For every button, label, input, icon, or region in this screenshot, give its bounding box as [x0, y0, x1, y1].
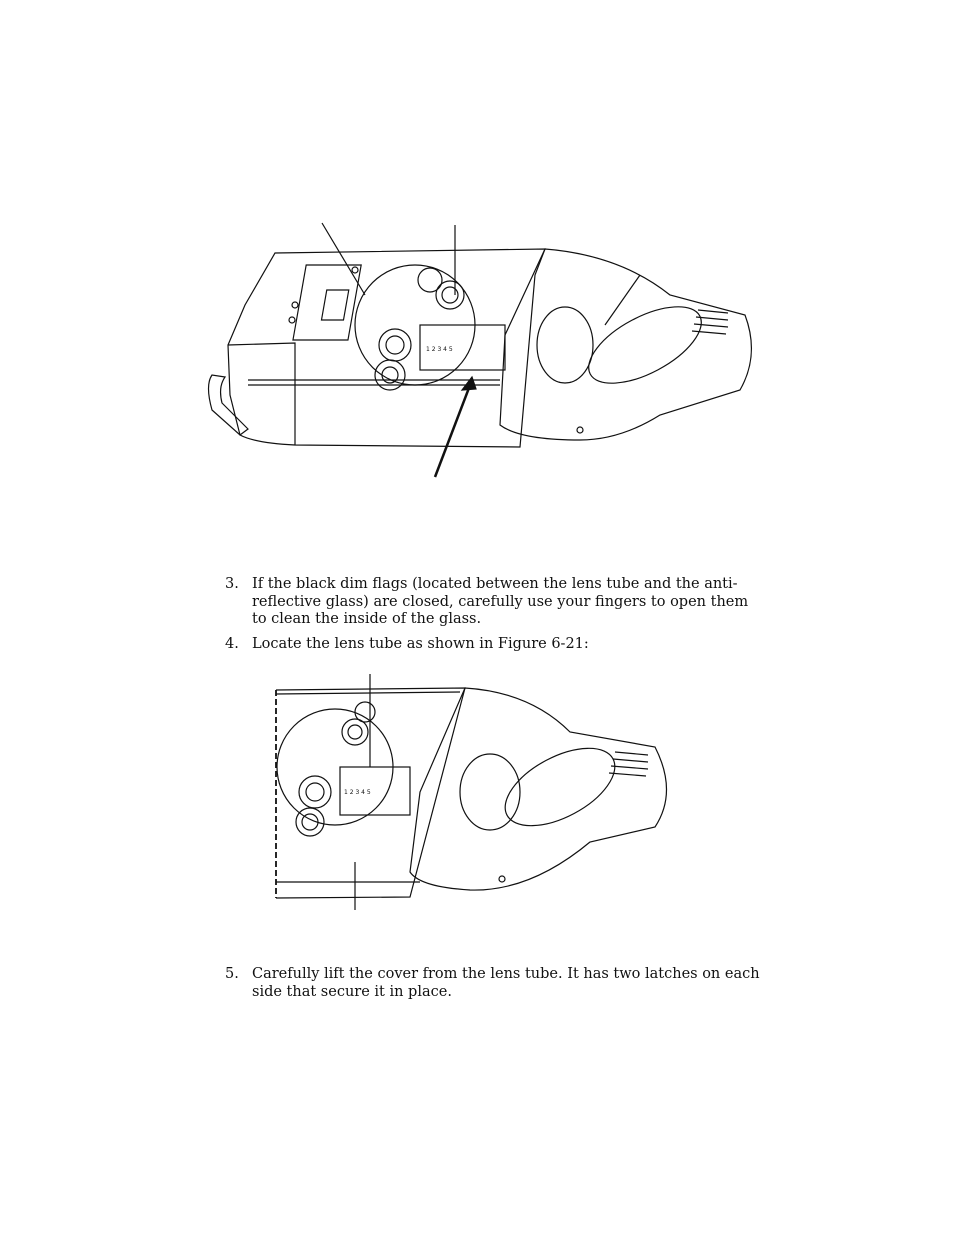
control-panel — [293, 265, 361, 340]
front-lens — [537, 307, 593, 383]
step-4 — [225, 636, 765, 654]
fixture-illustration-lens-tube — [270, 672, 690, 912]
rear-handle — [209, 375, 249, 435]
step-number: 3. — [225, 576, 239, 592]
scale-marks: 1 2 3 4 5 — [344, 789, 371, 796]
step-text: Carefully lift the cover from the lens tube. It has two latches on each side that secure it in place. — [252, 966, 760, 1000]
front-head — [500, 249, 751, 440]
step-text: If the black dim flags (located between the lens tube and the anti-reflective glass) are closed, carefully use your fingers to open them to clean the inside of the glass. — [252, 576, 749, 627]
front-head — [410, 688, 667, 890]
callout-leader-right — [605, 275, 640, 325]
vent-grille — [692, 310, 728, 334]
step-number: 4. — [225, 636, 239, 652]
anti-reflective-glass — [493, 732, 627, 841]
step-3 — [225, 576, 765, 629]
step-text: Locate the lens tube as shown in Figure 6-21: — [252, 636, 589, 652]
step-number: 5. — [225, 966, 239, 982]
scale-marks: 1 2 3 4 5 — [426, 346, 453, 353]
dim-flags-arrow — [435, 380, 472, 477]
anti-reflective-glass — [577, 291, 713, 399]
front-lens — [460, 754, 520, 830]
step-5 — [225, 966, 765, 1001]
callout-leader-left — [322, 223, 365, 295]
fixture-illustration-dim-flags — [200, 215, 760, 485]
